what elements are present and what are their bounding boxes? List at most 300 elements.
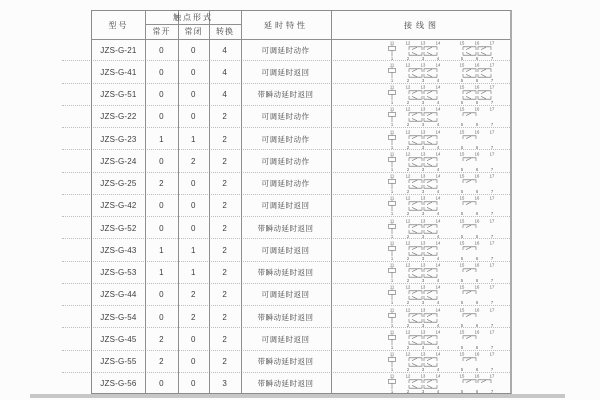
svg-text:16: 16 (475, 307, 480, 313)
svg-text:3: 3 (422, 389, 425, 395)
svg-text:4: 4 (437, 389, 440, 395)
wiring-diagram (382, 218, 508, 239)
no-cell: 2 (159, 334, 164, 344)
model-cell: JZS-G-45 (100, 334, 137, 344)
svg-text:2: 2 (407, 300, 410, 306)
svg-text:1: 1 (391, 389, 394, 395)
delay-cell: 可调延时返回 (261, 290, 310, 300)
svg-text:17: 17 (490, 351, 495, 357)
svg-text:13: 13 (421, 284, 426, 290)
delay-cell: 带瞬动延时返回 (257, 223, 314, 233)
svg-text:14: 14 (436, 218, 441, 224)
nc-cell: 0 (191, 357, 196, 367)
delay-cell: 可调延时动作 (261, 134, 310, 144)
svg-text:3: 3 (422, 144, 425, 150)
svg-text:15: 15 (460, 240, 465, 246)
co-cell: 2 (222, 223, 227, 233)
svg-text:17: 17 (490, 62, 495, 68)
svg-text:3: 3 (422, 233, 425, 239)
svg-text:3: 3 (422, 55, 425, 61)
no-cell: 0 (159, 45, 164, 55)
svg-text:2: 2 (407, 345, 410, 350)
wiring-diagram-cell (330, 217, 510, 239)
svg-text:6: 6 (476, 278, 479, 284)
svg-text:7: 7 (491, 189, 494, 195)
wiring-diagram-cell (330, 39, 510, 61)
svg-text:2: 2 (407, 144, 410, 150)
svg-text:5: 5 (461, 189, 464, 195)
svg-text:5: 5 (461, 100, 464, 106)
svg-text:7: 7 (491, 322, 494, 328)
svg-text:1: 1 (391, 144, 394, 150)
nc-cell: 0 (191, 379, 196, 389)
model-cell: JZS-G-53 (100, 268, 137, 278)
svg-text:17: 17 (490, 106, 495, 112)
svg-text:14: 14 (436, 351, 441, 357)
svg-text:14: 14 (436, 129, 441, 135)
svg-text:6: 6 (476, 345, 479, 350)
delay-cell: 带瞬动延时返回 (257, 312, 314, 322)
svg-text:1: 1 (391, 233, 394, 239)
svg-text:6: 6 (476, 211, 479, 217)
wiring-diagram (382, 307, 508, 328)
svg-text:4: 4 (437, 55, 440, 61)
nc-cell: 0 (191, 67, 196, 77)
svg-text:13: 13 (421, 262, 426, 268)
svg-text:5: 5 (461, 233, 464, 239)
wiring-diagram (382, 351, 508, 372)
svg-text:13: 13 (421, 373, 426, 379)
svg-text:16: 16 (475, 40, 480, 46)
svg-text:7: 7 (491, 122, 494, 128)
delay-cell: 可调延时返回 (261, 201, 310, 211)
svg-text:12: 12 (406, 62, 411, 68)
svg-text:7: 7 (491, 144, 494, 150)
model-cell: JZS-G-51 (100, 90, 137, 100)
svg-text:5: 5 (461, 211, 464, 217)
svg-text:4: 4 (437, 100, 440, 106)
delay-cell: 可调延时返回 (261, 67, 310, 77)
svg-text:15: 15 (460, 129, 465, 135)
co-cell: 2 (222, 268, 227, 278)
delay-cell: 可调延时动作 (261, 179, 310, 189)
svg-text:3: 3 (422, 100, 425, 106)
co-cell: 4 (222, 67, 227, 77)
svg-text:11: 11 (390, 173, 395, 179)
svg-text:14: 14 (436, 240, 441, 246)
co-cell: 2 (222, 312, 227, 322)
svg-text:12: 12 (406, 307, 411, 313)
svg-text:11: 11 (390, 373, 395, 379)
svg-text:13: 13 (421, 129, 426, 135)
svg-text:3: 3 (422, 167, 425, 172)
svg-text:7: 7 (491, 367, 494, 373)
svg-text:12: 12 (406, 262, 411, 268)
svg-text:16: 16 (475, 106, 480, 112)
svg-text:3: 3 (422, 300, 425, 306)
svg-text:1: 1 (391, 55, 394, 61)
svg-text:13: 13 (421, 195, 426, 201)
svg-text:12: 12 (406, 373, 411, 379)
svg-text:16: 16 (475, 129, 480, 135)
nc-cell: 0 (191, 334, 196, 344)
svg-text:1: 1 (391, 345, 394, 350)
svg-text:2: 2 (407, 389, 410, 395)
svg-text:12: 12 (406, 151, 411, 157)
svg-text:6: 6 (476, 233, 479, 239)
delay-cell: 可调延时返回 (261, 245, 310, 255)
svg-text:2: 2 (407, 100, 410, 106)
table-row (92, 328, 510, 350)
svg-text:7: 7 (491, 389, 494, 395)
svg-text:4: 4 (437, 322, 440, 328)
model-cell: JZS-G-23 (100, 134, 137, 144)
svg-text:15: 15 (460, 262, 465, 268)
svg-text:11: 11 (390, 106, 395, 112)
svg-text:7: 7 (491, 167, 494, 172)
svg-text:4: 4 (437, 144, 440, 150)
wiring-diagram (382, 195, 508, 216)
svg-text:5: 5 (461, 367, 464, 373)
svg-text:6: 6 (476, 100, 479, 106)
svg-text:2: 2 (407, 189, 410, 195)
svg-text:12: 12 (406, 218, 411, 224)
svg-text:7: 7 (491, 345, 494, 350)
svg-text:1: 1 (391, 278, 394, 284)
svg-text:11: 11 (390, 62, 395, 68)
svg-text:16: 16 (475, 218, 480, 224)
svg-text:4: 4 (437, 211, 440, 217)
delay-cell: 带瞬动延时返回 (257, 357, 314, 367)
svg-text:6: 6 (476, 389, 479, 395)
model-cell: JZS-G-25 (100, 179, 137, 189)
svg-text:14: 14 (436, 195, 441, 201)
svg-text:3: 3 (422, 122, 425, 128)
svg-text:3: 3 (422, 256, 425, 261)
svg-text:12: 12 (406, 284, 411, 290)
header-normally-open: 常开 (152, 27, 171, 36)
no-cell: 1 (159, 245, 164, 255)
svg-text:12: 12 (406, 84, 411, 90)
svg-text:2: 2 (407, 278, 410, 284)
svg-text:11: 11 (390, 329, 395, 335)
svg-text:17: 17 (490, 218, 495, 224)
svg-text:14: 14 (436, 40, 441, 46)
model-cell: JZS-G-41 (100, 67, 137, 77)
wiring-diagram-cell (330, 328, 510, 350)
no-cell: 0 (159, 223, 164, 233)
model-cell: JZS-G-43 (100, 245, 137, 255)
svg-text:4: 4 (437, 256, 440, 261)
svg-text:11: 11 (390, 40, 395, 46)
wiring-diagram-cell (330, 306, 510, 328)
no-cell: 2 (159, 357, 164, 367)
delay-cell: 可调延时返回 (261, 334, 310, 344)
svg-text:16: 16 (475, 262, 480, 268)
table-row (92, 173, 510, 195)
delay-cell: 可调延时动作 (261, 45, 310, 55)
svg-text:12: 12 (406, 329, 411, 335)
svg-text:15: 15 (460, 307, 465, 313)
svg-text:5: 5 (461, 389, 464, 395)
svg-text:6: 6 (476, 144, 479, 150)
svg-text:16: 16 (475, 284, 480, 290)
nc-cell: 2 (191, 156, 196, 166)
wiring-diagram (382, 40, 508, 61)
svg-text:14: 14 (436, 307, 441, 313)
svg-text:13: 13 (421, 62, 426, 68)
model-cell: JZS-G-56 (100, 379, 137, 389)
svg-text:11: 11 (390, 351, 395, 357)
svg-text:17: 17 (490, 173, 495, 179)
wiring-diagram-cell (330, 373, 510, 395)
wiring-diagram-cell (330, 262, 510, 284)
svg-text:11: 11 (390, 284, 395, 290)
table-row (92, 195, 510, 217)
no-cell: 0 (159, 201, 164, 211)
svg-text:6: 6 (476, 189, 479, 195)
svg-text:5: 5 (461, 256, 464, 261)
nc-cell: 0 (191, 45, 196, 55)
svg-text:1: 1 (391, 211, 394, 217)
co-cell: 2 (222, 112, 227, 122)
wiring-diagram (382, 129, 508, 150)
table-row (92, 128, 510, 150)
svg-text:4: 4 (437, 367, 440, 373)
svg-text:5: 5 (461, 278, 464, 284)
svg-text:16: 16 (475, 173, 480, 179)
svg-text:7: 7 (491, 55, 494, 61)
wiring-diagram-cell (330, 84, 510, 106)
svg-text:7: 7 (491, 233, 494, 239)
svg-text:17: 17 (490, 240, 495, 246)
svg-text:17: 17 (490, 129, 495, 135)
svg-text:6: 6 (476, 300, 479, 306)
table-row (92, 39, 510, 61)
svg-text:15: 15 (460, 151, 465, 157)
svg-text:4: 4 (437, 122, 440, 128)
header-contact-form: 触点形式 (173, 13, 213, 22)
svg-text:3: 3 (422, 278, 425, 284)
svg-text:6: 6 (476, 78, 479, 83)
svg-text:1: 1 (391, 78, 394, 83)
delay-cell: 可调延时动作 (261, 112, 310, 122)
svg-text:17: 17 (490, 307, 495, 313)
svg-text:11: 11 (390, 218, 395, 224)
co-cell: 2 (222, 156, 227, 166)
table-row (92, 262, 510, 284)
wiring-diagram (382, 329, 508, 350)
svg-text:7: 7 (491, 211, 494, 217)
svg-text:16: 16 (475, 373, 480, 379)
svg-text:2: 2 (407, 167, 410, 172)
no-cell: 0 (159, 290, 164, 300)
wiring-diagram (382, 84, 508, 105)
svg-text:14: 14 (436, 284, 441, 290)
svg-text:15: 15 (460, 373, 465, 379)
header-model: 型号 (108, 20, 129, 30)
svg-text:16: 16 (475, 329, 480, 335)
table-row (92, 106, 510, 128)
svg-text:13: 13 (421, 173, 426, 179)
svg-text:16: 16 (475, 151, 480, 157)
model-cell: JZS-G-22 (100, 112, 137, 122)
svg-text:14: 14 (436, 84, 441, 90)
header-wiring: 接线图 (404, 20, 440, 30)
no-cell: 1 (159, 268, 164, 278)
wiring-diagram (382, 173, 508, 194)
svg-text:15: 15 (460, 329, 465, 335)
svg-text:14: 14 (436, 151, 441, 157)
no-cell: 0 (159, 156, 164, 166)
svg-text:7: 7 (491, 300, 494, 306)
svg-text:6: 6 (476, 167, 479, 172)
co-cell: 2 (222, 245, 227, 255)
svg-text:3: 3 (422, 78, 425, 83)
svg-text:7: 7 (491, 100, 494, 106)
svg-text:14: 14 (436, 62, 441, 68)
svg-text:13: 13 (421, 351, 426, 357)
svg-text:11: 11 (390, 129, 395, 135)
no-cell: 0 (159, 312, 164, 322)
svg-text:4: 4 (437, 233, 440, 239)
co-cell: 2 (222, 334, 227, 344)
delay-cell: 带瞬动延时返回 (257, 379, 314, 389)
svg-text:4: 4 (437, 78, 440, 83)
delay-cell: 可调延时动作 (261, 156, 310, 166)
nc-cell: 2 (191, 312, 196, 322)
svg-text:16: 16 (475, 62, 480, 68)
svg-text:5: 5 (461, 300, 464, 306)
wiring-diagram (382, 106, 508, 127)
delay-cell: 带瞬动延时返回 (257, 90, 314, 100)
svg-text:11: 11 (390, 262, 395, 268)
svg-text:16: 16 (475, 84, 480, 90)
svg-text:14: 14 (436, 262, 441, 268)
svg-text:3: 3 (422, 189, 425, 195)
model-cell: JZS-G-24 (100, 156, 137, 166)
co-cell: 2 (222, 201, 227, 211)
model-cell: JZS-G-44 (100, 290, 137, 300)
svg-text:17: 17 (490, 195, 495, 201)
table-row (92, 239, 510, 261)
wiring-diagram-cell (330, 150, 510, 172)
svg-text:5: 5 (461, 78, 464, 83)
nc-cell: 0 (191, 223, 196, 233)
table-row (92, 217, 510, 239)
svg-text:11: 11 (390, 151, 395, 157)
nc-cell: 0 (191, 112, 196, 122)
svg-text:3: 3 (422, 322, 425, 328)
svg-text:13: 13 (421, 151, 426, 157)
svg-text:5: 5 (461, 322, 464, 328)
svg-text:12: 12 (406, 129, 411, 135)
svg-text:17: 17 (490, 262, 495, 268)
svg-text:13: 13 (421, 106, 426, 112)
co-cell: 2 (222, 357, 227, 367)
svg-text:15: 15 (460, 84, 465, 90)
svg-text:7: 7 (491, 78, 494, 83)
model-cell: JZS-G-54 (100, 312, 137, 322)
table-row (92, 351, 510, 373)
co-cell: 4 (222, 90, 227, 100)
svg-text:4: 4 (437, 345, 440, 350)
table-row (92, 306, 510, 328)
svg-text:12: 12 (406, 195, 411, 201)
wiring-diagram-cell (330, 173, 510, 195)
wiring-diagram (382, 373, 508, 394)
table-row (92, 373, 510, 395)
svg-text:7: 7 (491, 256, 494, 261)
svg-text:6: 6 (476, 55, 479, 61)
svg-text:1: 1 (391, 122, 394, 128)
svg-text:2: 2 (407, 233, 410, 239)
svg-text:13: 13 (421, 307, 426, 313)
no-cell: 0 (159, 90, 164, 100)
svg-text:2: 2 (407, 367, 410, 373)
header-normally-closed: 常闭 (184, 27, 203, 36)
nc-cell: 1 (191, 245, 196, 255)
spec-table (91, 10, 512, 394)
svg-text:14: 14 (436, 106, 441, 112)
nc-cell: 0 (191, 179, 196, 189)
svg-text:1: 1 (391, 100, 394, 106)
svg-text:17: 17 (490, 40, 495, 46)
svg-text:5: 5 (461, 122, 464, 128)
svg-text:15: 15 (460, 173, 465, 179)
co-cell: 2 (222, 290, 227, 300)
svg-text:12: 12 (406, 106, 411, 112)
svg-text:1: 1 (391, 256, 394, 261)
wiring-diagram (382, 151, 508, 172)
header-delay: 延时特性 (264, 20, 308, 30)
svg-text:1: 1 (391, 322, 394, 328)
svg-text:4: 4 (437, 167, 440, 172)
svg-text:5: 5 (461, 345, 464, 350)
svg-text:2: 2 (407, 55, 410, 61)
svg-text:6: 6 (476, 322, 479, 328)
svg-text:15: 15 (460, 40, 465, 46)
svg-text:4: 4 (437, 278, 440, 284)
delay-cell: 带瞬动延时返回 (257, 268, 314, 278)
co-cell: 3 (222, 379, 227, 389)
header-changeover: 转换 (216, 27, 234, 36)
no-cell: 1 (159, 134, 164, 144)
svg-text:17: 17 (490, 84, 495, 90)
svg-text:17: 17 (490, 329, 495, 335)
svg-text:14: 14 (436, 173, 441, 179)
svg-text:13: 13 (421, 329, 426, 335)
no-cell: 0 (159, 112, 164, 122)
table-row (92, 284, 510, 306)
svg-text:13: 13 (421, 240, 426, 246)
nc-cell: 0 (191, 90, 196, 100)
svg-text:5: 5 (461, 55, 464, 61)
nc-cell: 0 (191, 201, 196, 211)
svg-text:4: 4 (437, 300, 440, 306)
model-cell: JZS-G-55 (100, 357, 137, 367)
svg-text:5: 5 (461, 167, 464, 172)
svg-text:12: 12 (406, 240, 411, 246)
wiring-diagram-cell (330, 239, 510, 261)
svg-text:15: 15 (460, 218, 465, 224)
svg-text:11: 11 (390, 240, 395, 246)
svg-text:17: 17 (490, 151, 495, 157)
svg-text:17: 17 (490, 284, 495, 290)
svg-text:15: 15 (460, 284, 465, 290)
model-cell: JZS-G-21 (100, 45, 137, 55)
table-row (92, 84, 510, 106)
